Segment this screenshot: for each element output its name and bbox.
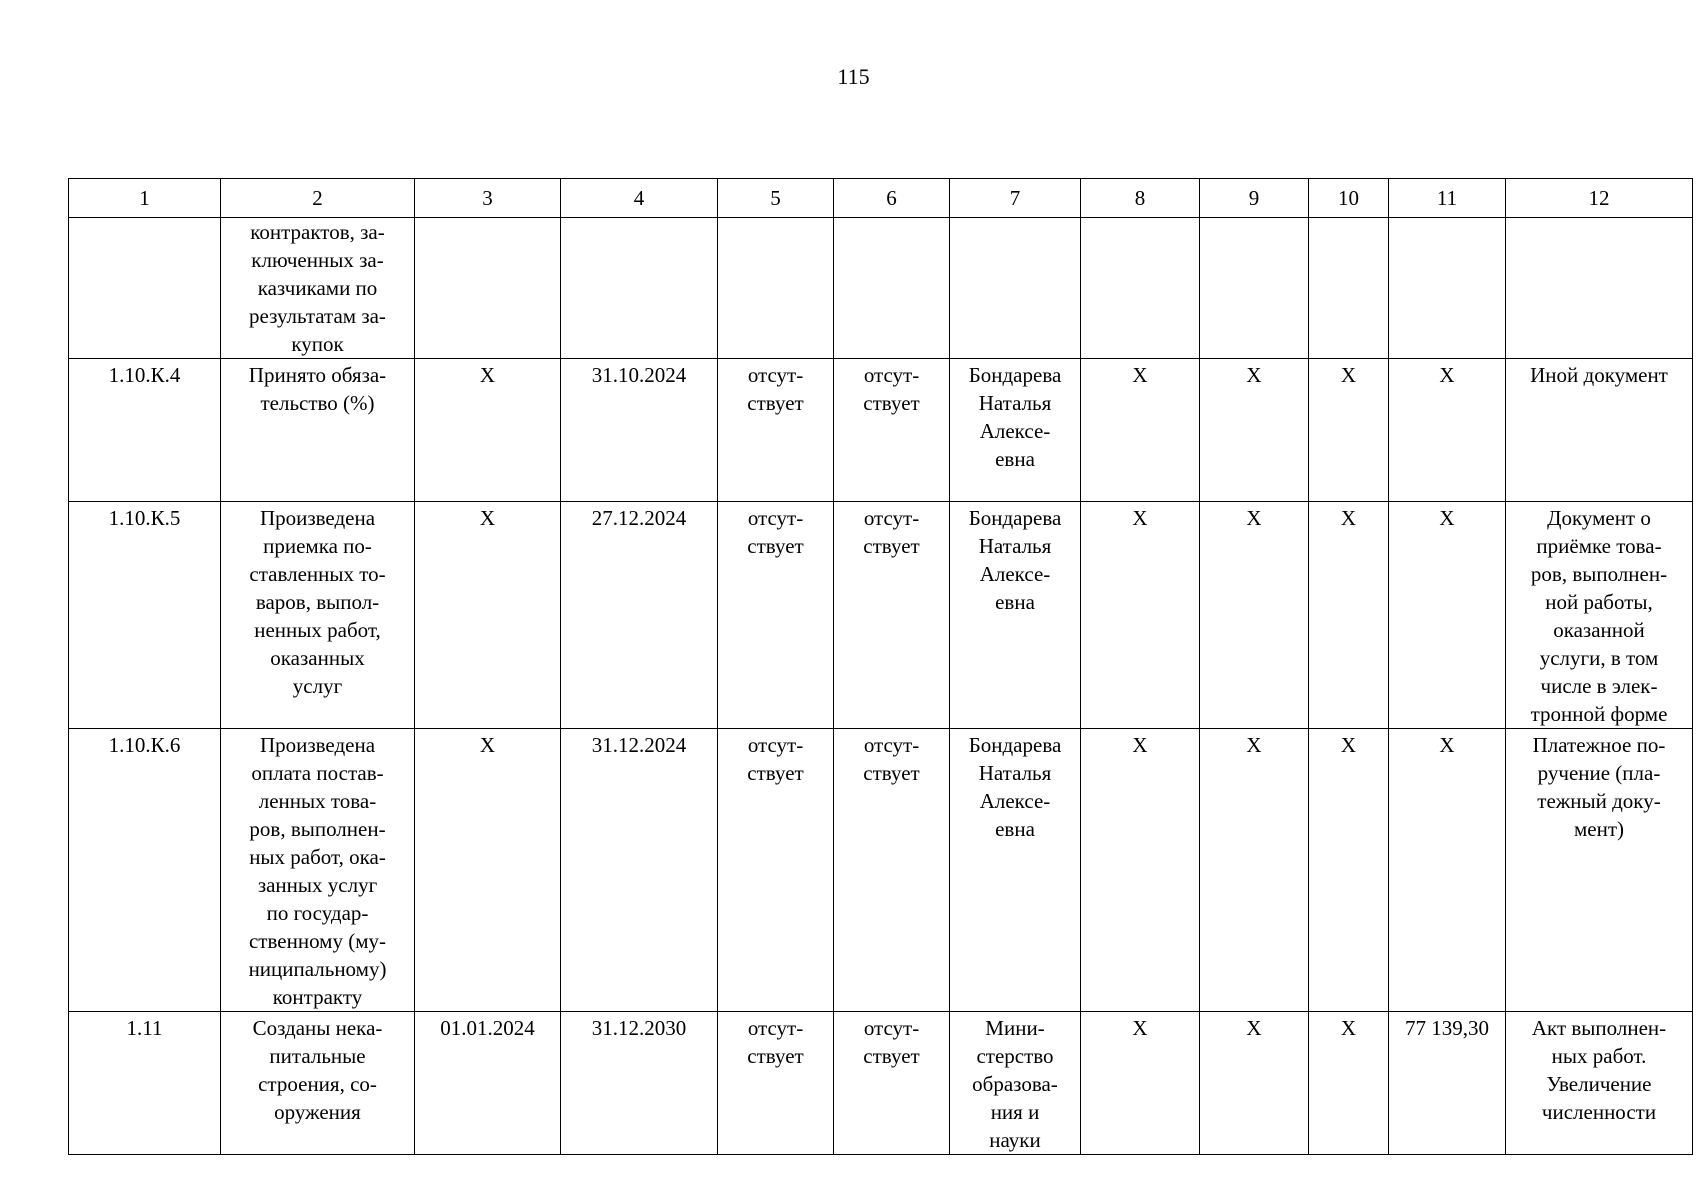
table-cell <box>221 729 415 1012</box>
page-number: 115 <box>837 64 870 89</box>
table-row <box>69 218 1693 359</box>
cell-text: 27.12.2024 <box>591 506 687 530</box>
column-header: 9 <box>1200 179 1309 218</box>
table-cell <box>1389 1012 1506 1155</box>
table-cell <box>69 502 221 729</box>
table-cell <box>1200 502 1309 729</box>
column-header: 6 <box>834 179 950 218</box>
table-cell <box>561 502 718 729</box>
cell-text: Х <box>1246 1016 1262 1040</box>
table-cell <box>69 218 221 359</box>
table-cell <box>1200 218 1309 359</box>
cell-text: Бондарева Наталья Алексе- евна <box>968 506 1062 614</box>
cell-text: Принято обяза- тельство (%) <box>248 363 387 415</box>
table-cell <box>1506 359 1693 502</box>
table-cell <box>1200 1012 1309 1155</box>
table-cell <box>1309 502 1389 729</box>
cell-text: Документ о приёмке това- ров, выполнен- ной работы, оказанной услуги, в том числе в элек- тронной форме <box>1530 506 1668 726</box>
cell-text: Х <box>1439 733 1455 757</box>
column-header: 2 <box>221 179 415 218</box>
cell-text: Х <box>1340 363 1357 387</box>
table-cell <box>718 729 834 1012</box>
cell-text: Х <box>1439 363 1455 387</box>
column-header: 3 <box>415 179 561 218</box>
cell-text: отсут- ствует <box>747 363 804 415</box>
cell-text: Х <box>479 733 496 757</box>
cell-text: Х <box>1132 1016 1148 1040</box>
cell-text: Бондарева Наталья Алексе- евна <box>968 363 1062 471</box>
table-cell <box>221 502 415 729</box>
table-cell <box>1506 1012 1693 1155</box>
cell-text: отсут- ствует <box>747 1016 804 1068</box>
table-cell <box>1389 729 1506 1012</box>
table-cell <box>1081 502 1200 729</box>
cell-text: Х <box>1340 506 1357 530</box>
table-cell <box>950 359 1081 502</box>
table-cell <box>1389 502 1506 729</box>
cell-text: 1.10.К.6 <box>108 733 181 757</box>
column-header: 1 <box>69 179 221 218</box>
table-row <box>69 1012 1693 1155</box>
cell-text: Платежное по- ручение (пла- тежный доку- мент) <box>1532 733 1666 841</box>
data-table <box>68 178 1693 1155</box>
table-cell <box>415 1012 561 1155</box>
table-cell <box>1389 218 1506 359</box>
cell-text: 01.01.2024 <box>440 1016 535 1040</box>
cell-text: контрактов, за- ключенных за- казчиками по результатам за- купок <box>249 220 386 356</box>
table-cell <box>1200 729 1309 1012</box>
table-cell <box>1309 218 1389 359</box>
cell-text: Произведена оплата постав- ленных това- ров, выполнен- ных работ, ока- занных услуг по государ- ственному (му- ниципальному) контракту <box>248 733 387 1009</box>
table-cell <box>1309 1012 1389 1155</box>
cell-text: отсут- ствует <box>863 363 920 415</box>
table-cell <box>834 1012 950 1155</box>
cell-text: Х <box>479 363 496 387</box>
table-cell <box>221 359 415 502</box>
cell-text: 77 139,30 <box>1405 1016 1489 1040</box>
table-cell <box>1309 359 1389 502</box>
header-row <box>69 179 1693 218</box>
cell-text: Х <box>1340 733 1357 757</box>
table-cell <box>950 502 1081 729</box>
cell-text: Х <box>1340 1016 1357 1040</box>
table-cell <box>1081 218 1200 359</box>
table-cell <box>1309 729 1389 1012</box>
cell-text: 31.12.2030 <box>591 1016 687 1040</box>
table-row <box>69 729 1693 1012</box>
table-cell <box>1081 359 1200 502</box>
table-cell <box>69 729 221 1012</box>
cell-text: Х <box>1132 506 1148 530</box>
cell-text: Х <box>479 506 496 530</box>
cell-text: 1.11 <box>126 1016 163 1040</box>
column-header: 7 <box>950 179 1081 218</box>
table-cell <box>950 1012 1081 1155</box>
cell-text: Х <box>1132 733 1148 757</box>
cell-text: Бондарева Наталья Алексе- евна <box>968 733 1062 841</box>
cell-text: Мини- стерство образова- ния и науки <box>972 1016 1058 1152</box>
table-cell <box>415 502 561 729</box>
column-header: 4 <box>561 179 718 218</box>
table-cell <box>1081 1012 1200 1155</box>
cell-text: Иной документ <box>1530 363 1668 387</box>
table-cell <box>950 218 1081 359</box>
cell-text: Акт выполнен- ных работ. Увеличение численности <box>1531 1016 1667 1124</box>
cell-text: 1.10.К.4 <box>108 363 181 387</box>
column-header: 8 <box>1081 179 1200 218</box>
table-cell <box>1506 218 1693 359</box>
column-header: 5 <box>718 179 834 218</box>
cell-text: отсут- ствует <box>747 733 804 785</box>
cell-text: отсут- ствует <box>863 506 920 558</box>
table-cell <box>561 359 718 502</box>
cell-text: 1.10.К.5 <box>108 506 181 530</box>
table-cell <box>1506 729 1693 1012</box>
table-cell <box>718 502 834 729</box>
table-cell <box>834 502 950 729</box>
cell-text: Х <box>1439 506 1455 530</box>
cell-text: отсут- ствует <box>863 1016 920 1068</box>
cell-text: Х <box>1246 733 1262 757</box>
cell-text: Х <box>1246 506 1262 530</box>
table-cell <box>415 359 561 502</box>
cell-text: Созданы нека- питальные строения, со- оружения <box>252 1016 383 1124</box>
cell-text: 31.10.2024 <box>591 363 687 387</box>
column-header: 10 <box>1309 179 1389 218</box>
column-header: 12 <box>1506 179 1693 218</box>
table-cell <box>1506 502 1693 729</box>
table-cell <box>415 729 561 1012</box>
cell-text: отсут- ствует <box>747 506 804 558</box>
table-cell <box>561 729 718 1012</box>
table-cell <box>834 729 950 1012</box>
table-cell <box>950 729 1081 1012</box>
table-row <box>69 502 1693 729</box>
table-cell <box>1200 359 1309 502</box>
cell-text: Произведена приемка по- ставленных то- варов, выпол- ненных работ, оказанных услуг <box>249 506 386 698</box>
table-cell <box>415 218 561 359</box>
table-cell <box>69 1012 221 1155</box>
table-cell <box>221 1012 415 1155</box>
table-cell <box>561 218 718 359</box>
table-row <box>69 359 1693 502</box>
cell-text: отсут- ствует <box>863 733 920 785</box>
table-cell <box>834 218 950 359</box>
table-cell <box>718 359 834 502</box>
cell-text: 31.12.2024 <box>591 733 687 757</box>
table-cell <box>1081 729 1200 1012</box>
table-cell <box>561 1012 718 1155</box>
column-header: 11 <box>1389 179 1506 218</box>
table-cell <box>718 218 834 359</box>
cell-text: Х <box>1132 363 1148 387</box>
table-cell <box>1389 359 1506 502</box>
table-cell <box>221 218 415 359</box>
table-cell <box>718 1012 834 1155</box>
table-cell <box>834 359 950 502</box>
table-cell <box>69 359 221 502</box>
cell-text: Х <box>1246 363 1262 387</box>
